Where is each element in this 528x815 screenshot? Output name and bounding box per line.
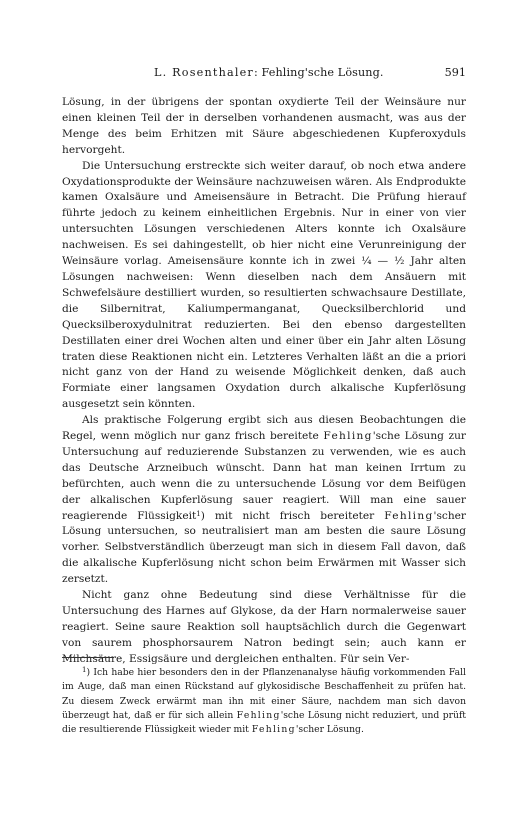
footnote-part-b: 'sche Lösung nicht reduziert, und prüft die resultierende Flüssigkeit wieder mit	[62, 709, 466, 736]
fehling-name: Fehling	[251, 724, 296, 736]
fehling-name: Fehling	[323, 430, 373, 443]
running-header	[62, 66, 466, 82]
paragraph-2: Die Untersuchung erstreckte sich weiter darauf, ob noch etwa andere Oxydationsprodukte der Weinsäure nachzuweisen wären. Als Endprodukte kamen Oxalsäure und Ameisensäure in Betracht. Die Prüfung hierauf führte jedoch zu keinem einheitlichen Ergebnis. Nur in einer von vier untersuchten Lösungen verschiedenen Alters konnte ich Oxalsäure nachweisen. Es sei dahingestellt, ob hier nicht eine Verunreinigung der Weinsäure vorlag. Ameisensäure konnte ich in zwei ¼ — ½ Jahr alten Lösungen nachweisen: Wenn dieselben nach dem Ansäuern mit Schwefelsäure destilliert wurden, so resultierten schwachsaure Destillate, die Silbernitrat, Kaliumpermanganat, Quecksilberchlorid und Quecksilberoxydulnitrat reduzierten. Bei den ebenso dargestellten Destillaten einer drei Wochen alten und einer über ein Jahr alten Lösung traten diese Reaktionen nicht ein. Letzteres Verhalten läßt an die a priori nicht ganz von der Hand zu weisende Möglichkeit denken, daß auch Formiate einer langsamen Oxydation durch alkalische Kupferlösung ausgesetzt sein könnten.	[62, 159, 466, 411]
fehling-name: Fehling	[236, 709, 281, 721]
paragraph-3	[62, 413, 466, 588]
footnote-reference: 1	[196, 509, 201, 518]
paragraph-3-part-b: 'sche Lösung zur Untersuchung auf reduzierende Substanzen zu verwenden, wie es auch das Deutsche Arzneibuch wünscht. Dann hat man keinen Irrtum zu befürchten, auch wenn die zu untersuchende Lösung vor dem Beifügen der alkalischen Kupferlösung sauer reagiert. Will man eine sauer reagierende Flüssigkeit	[62, 430, 466, 522]
page-number: 591	[444, 66, 466, 79]
header-author: L. Rosenthaler	[154, 66, 254, 79]
footnote-part-c: 'scher Lösung.	[295, 724, 364, 736]
paragraph-3-part-d: 'scher Lösung untersuchen, so neutralisiert man am besten die saure Lösung vorher. Selbstverständlich überzeugt man sich in diesem Fall davon, daß die alkalische Kupferlösung nicht schon beim Erwärmen mit Wasser sich zersetzt.	[62, 509, 466, 586]
paragraph-3-part-a: Als praktische Folgerung ergibt sich aus diesen Beobachtungen die Regel, wenn möglich nur ganz frisch bereitete	[62, 414, 466, 443]
footnote-text	[62, 666, 466, 737]
header-title: : Fehling'sche Lösung.	[254, 66, 384, 79]
fehling-name: Fehling	[384, 509, 434, 522]
paragraph-4: Nicht ganz ohne Bedeutung sind diese Verhältnisse für die Untersuchung des Harnes auf Glykose, da der Harn normalerweise sauer reagiert. Seine saure Reaktion soll hauptsächlich durch die Gegenwart von saurem phosphorsaurem Natron bedingt sein; auch kann er Milchsäure, Essigsäure und dergleichen enthalten. Für sein Ver-	[62, 589, 466, 665]
footnote-rule	[62, 657, 114, 658]
footnote	[62, 666, 466, 737]
running-title	[154, 66, 384, 79]
footnote-part-a: ) Ich habe hier besonders den in der Pflanzenanalyse häufig vorkommenden Fall im Auge, daß man einen Rückstand auf glykosidische Beschaffenheit zu prüfen hat. Zu diesem Zweck erwärmt man ihn mit einer Säure, nachdem man sich davon überzeugt hat, daß er für sich allein	[62, 667, 466, 721]
body-text	[62, 95, 466, 668]
footnote-mark: 1	[82, 666, 87, 674]
paragraph-1: Lösung, in der übrigens der spontan oxydierte Teil der Weinsäure nur einen kleinen Teil der in derselben vorhandenen ausmacht, was aus der Menge des beim Erhitzen mit Säure abgeschiedenen Kupferoxyduls hervorgeht.	[62, 96, 466, 156]
paragraph-3-part-c: ) mit nicht frisch bereiteter	[200, 509, 385, 522]
